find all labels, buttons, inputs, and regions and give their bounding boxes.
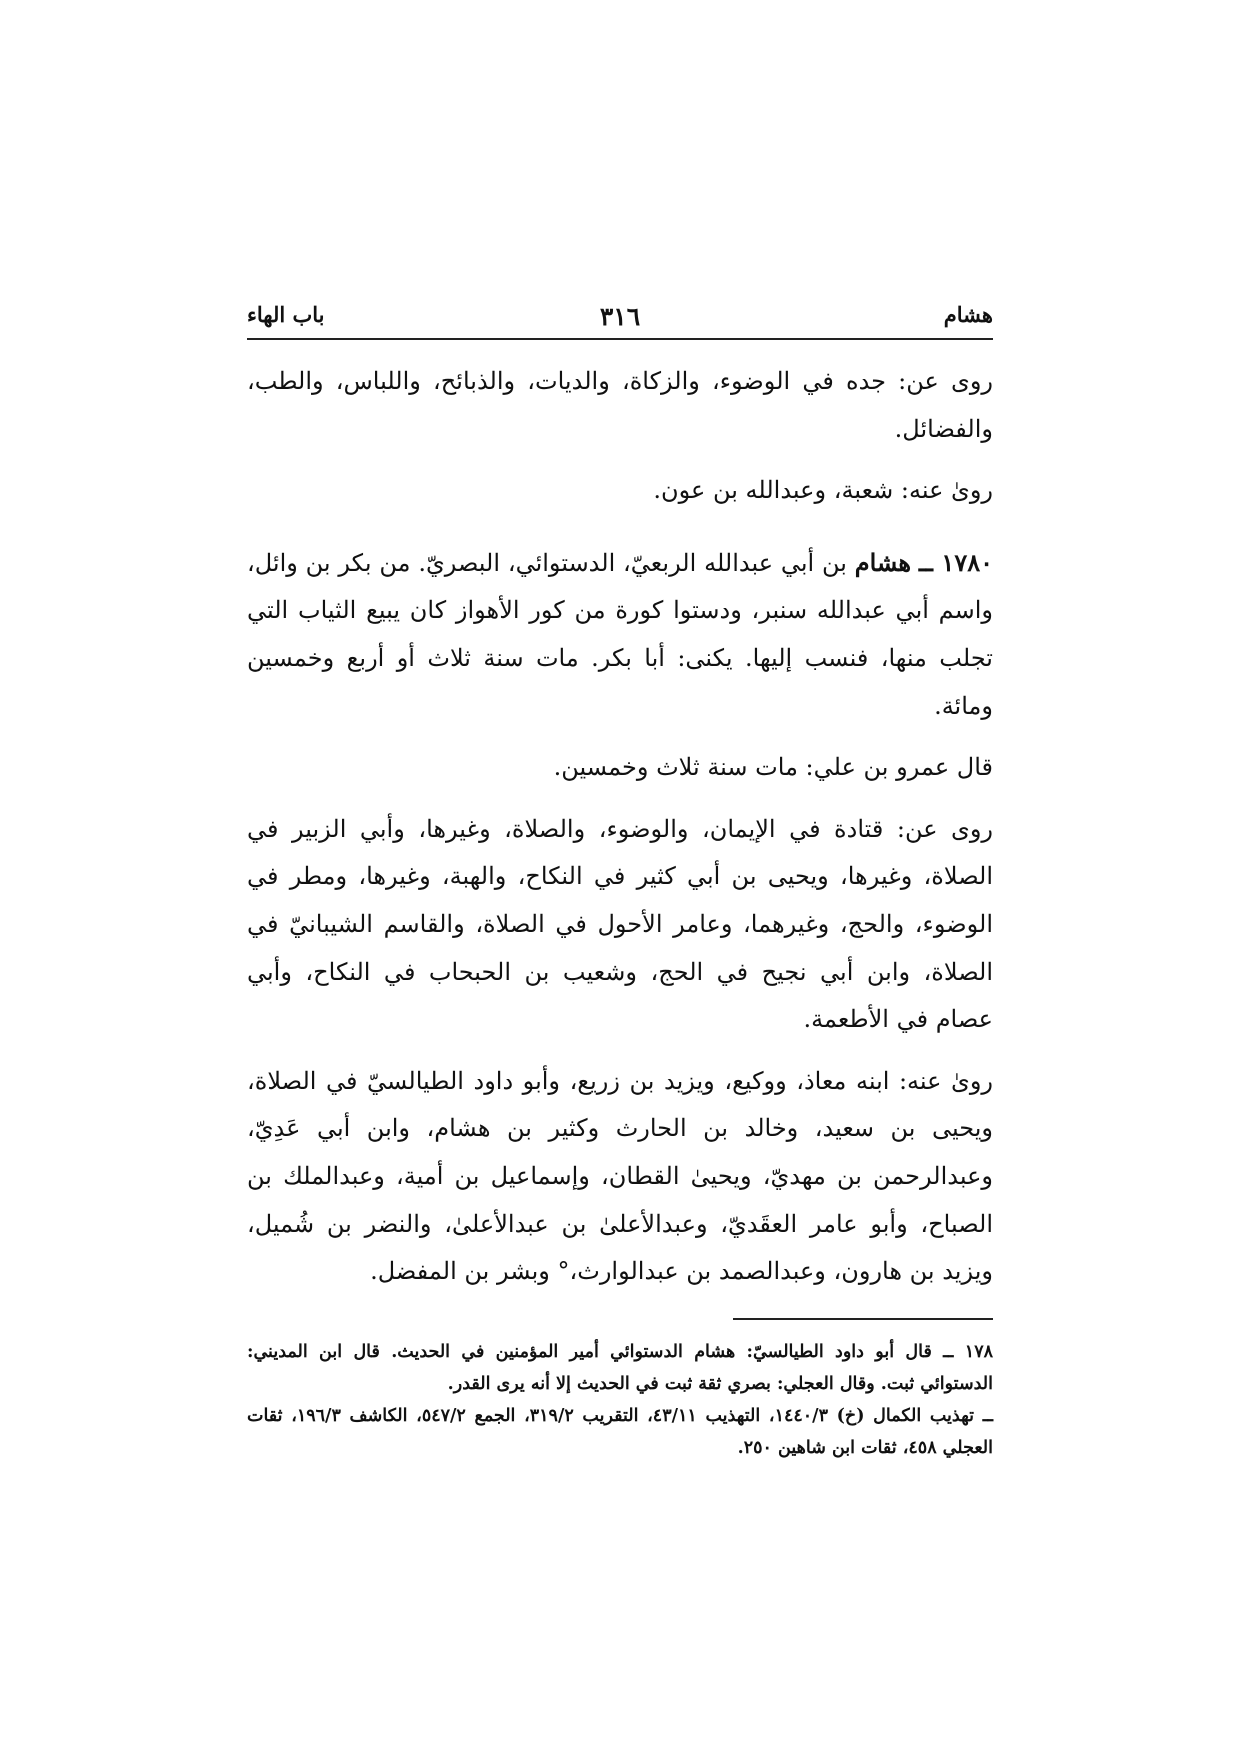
- footnote-comment: ١٧٨ ــ قال أبو داود الطيالسيّ: هشام الدستوائي أمير المؤمنين في الحديث. قال ابن المديني: الدستوائي ثبت. وقال العجلي: بصري ثقة ثبت في الحديث إلا أنه يرى القدر.: [247, 1342, 993, 1394]
- paragraph-narrated-by-list: روىٰ عنه: ابنه معاذ، ووكيع، ويزيد بن زريع، وأبو داود الطيالسيّ في الصلاة، ويحيى بن سعيد، وخالد بن الحارث وكثير بن هشام، وابن أبي عَدِيّ، وعبدالرحمن بن مهديّ، ويحيىٰ القطان، وإسماعيل بن أمية، وعبدالملك بن الصباح، وأبو عامر العقَديّ، وعبدالأعلىٰ بن عبدالأعلىٰ، والنضر بن شُميل، ويزيد بن هارون، وعبدالصمد بن عبدالوارث،° وبشر بن المفضل.: [247, 1066, 993, 1286]
- header-name: هشام: [943, 302, 993, 327]
- entry-number: ١٧٨٠ ــ: [918, 547, 993, 577]
- entry-name: هشام: [854, 547, 912, 577]
- main-text: [247, 358, 993, 1310]
- paragraph-narrated-from: روى عن: جده في الوضوء، والزكاة، والديات، والذبائح، واللباس، والطب، والفضائل.: [247, 367, 993, 443]
- entry-description: بن أبي عبدالله الربعيّ، الدستوائي، البصريّ. من بكر بن وائل، واسم أبي عبدالله سنبر، ودستوا كورة من كور الأهواز كان يبيع الثياب التي تجلب منها، فنسب إليها. يكنى: أبا بكر. مات سنة ثلاث أو أربع وخمسين ومائة.: [247, 548, 993, 720]
- running-header: [247, 298, 993, 340]
- paragraph-narrated-from-list: روى عن: قتادة في الإيمان، والوضوء، والصلاة، وغيرها، وأبي الزبير في الصلاة، وغيرها، ويحيى بن أبي كثير في النكاح، والهبة، وغيرها، ومطر في الوضوء، والحج، وغيرهما، وعامر الأحول في الصلاة، والقاسم الشيبانيّ في الصلاة، وابن أبي نجيح في الحج، وشعيب بن الحبحاب في النكاح، وأبي عصام في الأطعمة.: [247, 814, 993, 1034]
- paragraph-death-note: قال عمرو بن علي: مات سنة ثلاث وخمسين.: [553, 753, 993, 782]
- header-chapter: باب الهاء: [247, 302, 325, 327]
- page-number: ٣١٦: [599, 302, 641, 331]
- footnote-separator: [733, 1318, 993, 1320]
- paragraph-narrated-by: روىٰ عنه: شعبة، وعبدالله بن عون.: [653, 476, 993, 505]
- entry-paragraph: [247, 539, 993, 730]
- footnote-references: ــ تهذيب الكمال (خ) ١٤٤٠/٣، التهذيب ٤٣/١١، التقريب ٣١٩/٢، الجمع ٥٤٧/٢، الكاشف ١٩٦/٣، ثقات العجلي ٤٥٨، ثقات ابن شاهين ٢٥٠.: [247, 1406, 993, 1458]
- footnotes: [247, 1336, 993, 1464]
